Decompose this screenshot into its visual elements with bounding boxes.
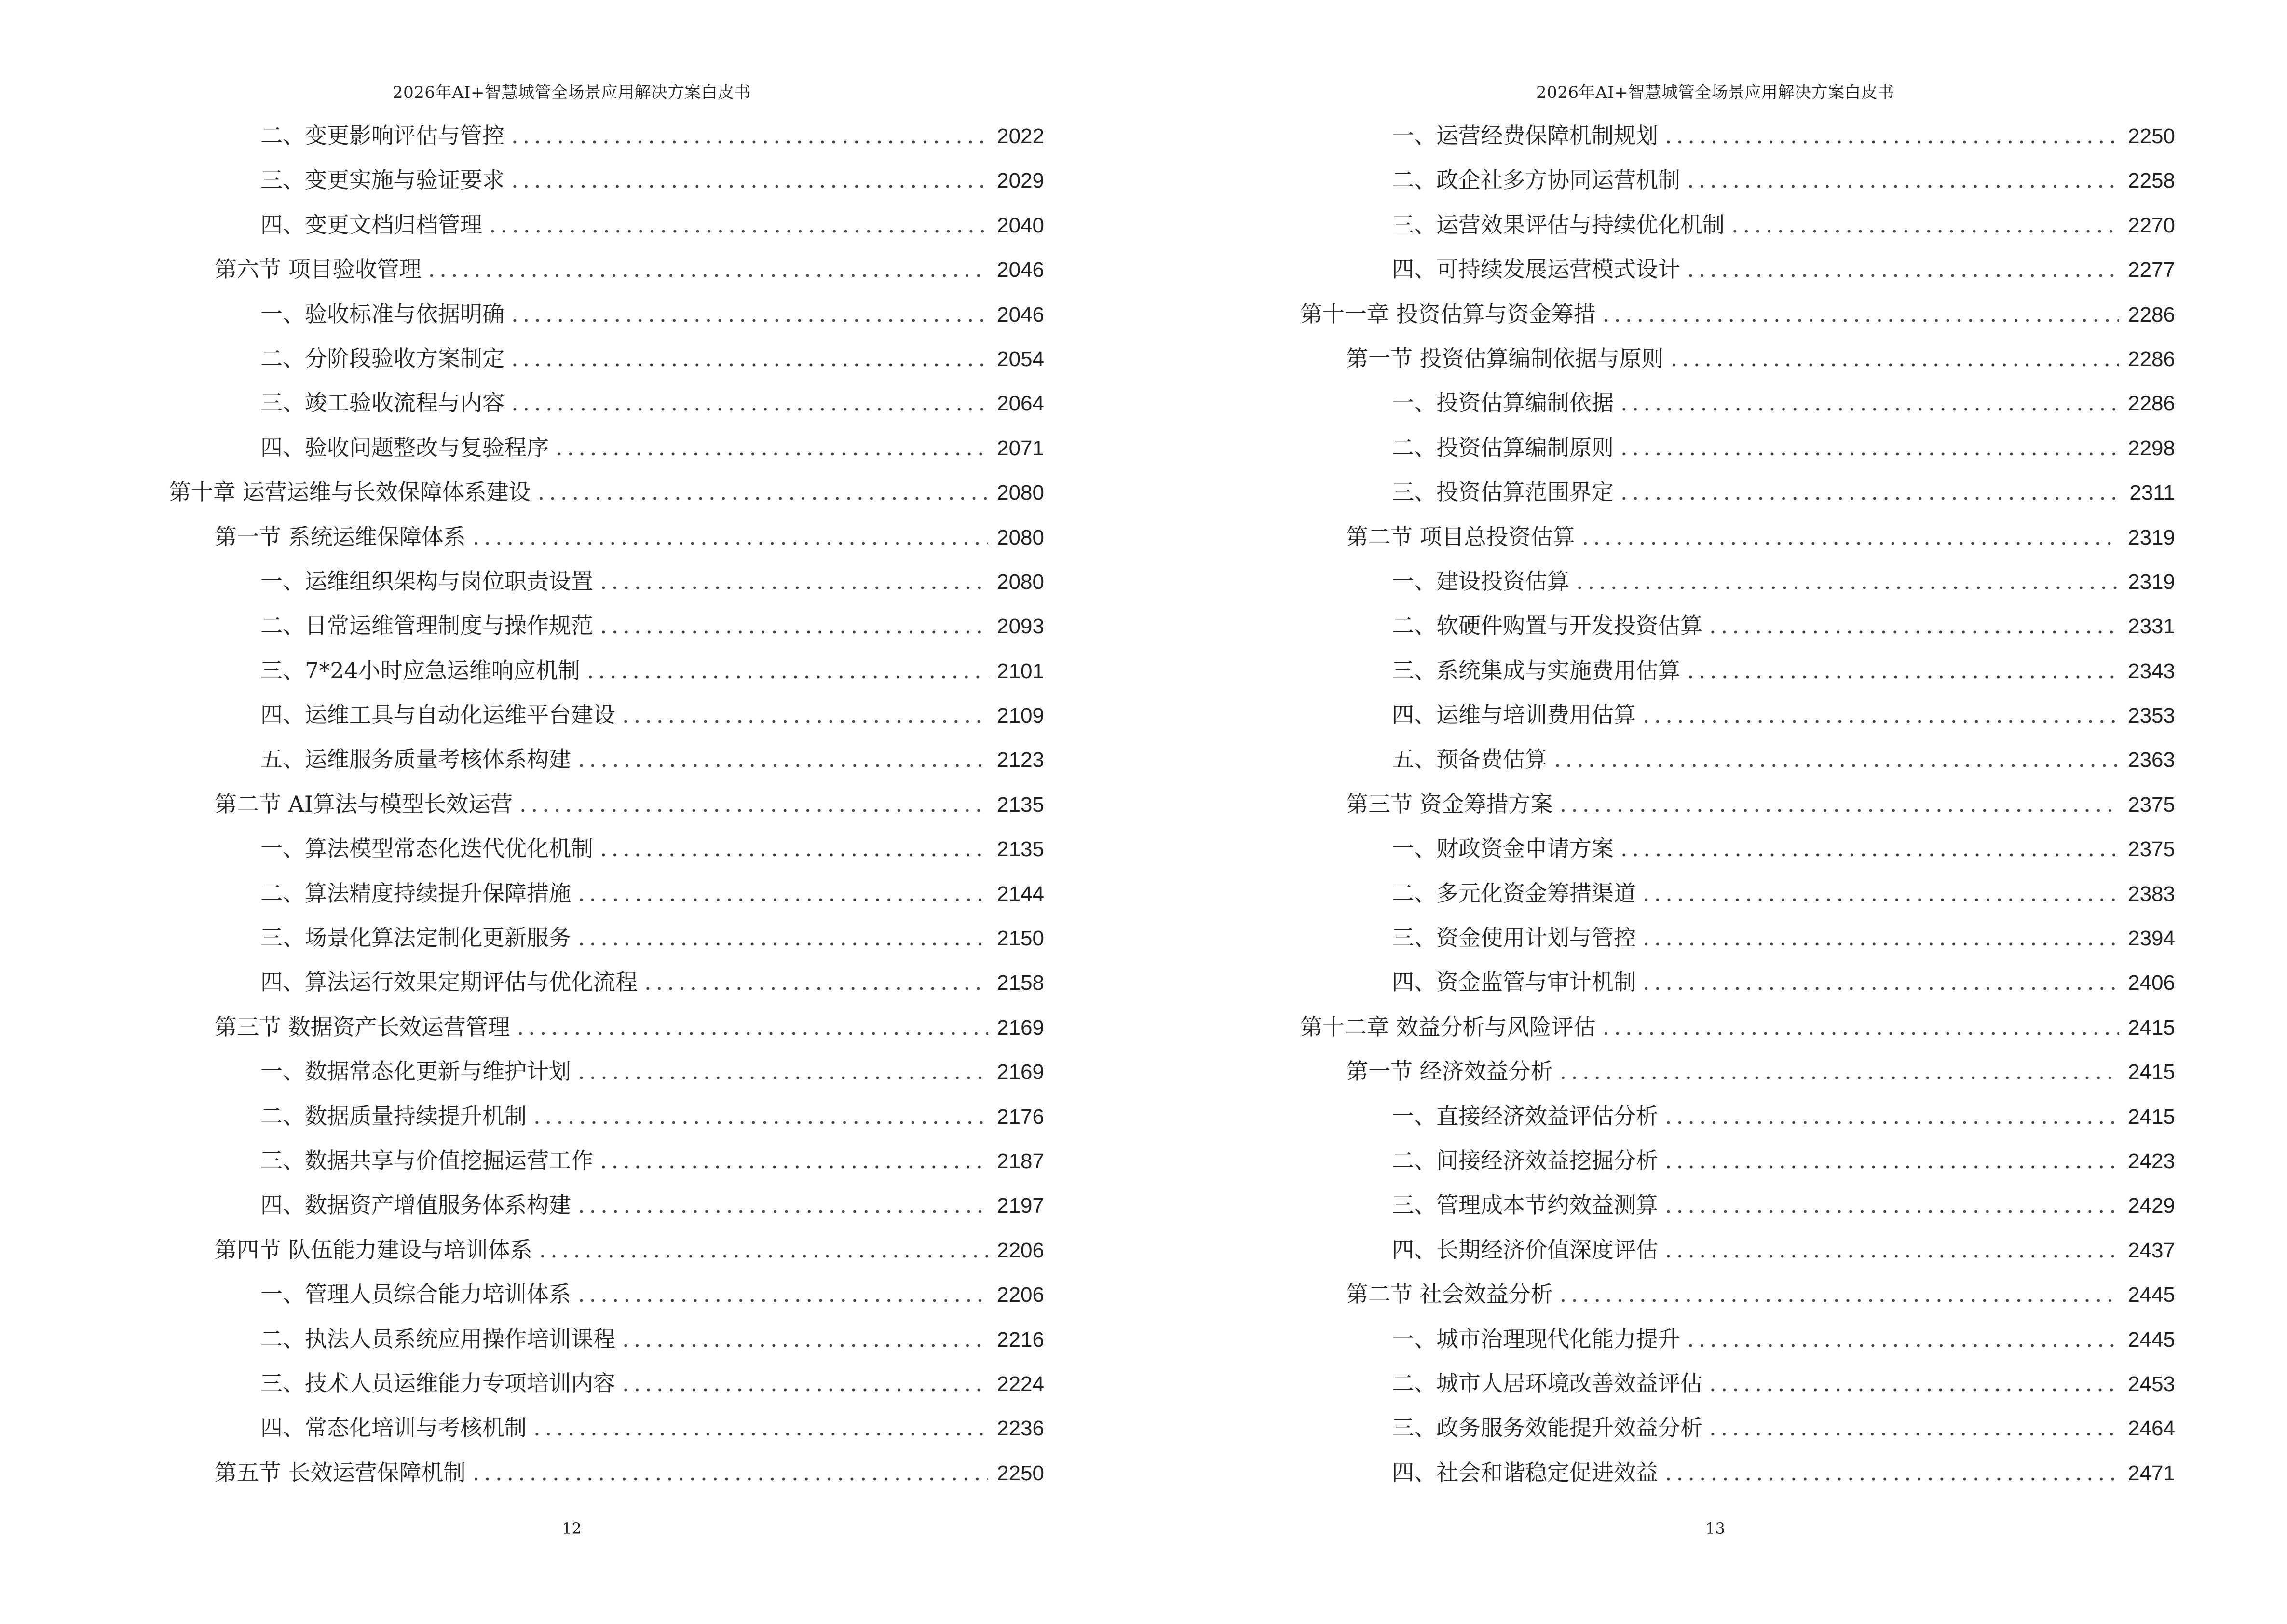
toc-entry-page: 2187 bbox=[997, 1149, 1044, 1173]
toc-entry-page: 2135 bbox=[997, 792, 1044, 817]
dot-leader bbox=[1687, 1326, 2119, 1352]
toc-entry[interactable] bbox=[169, 831, 1044, 875]
dot-leader bbox=[1665, 1147, 2119, 1174]
toc-entry-title: 第二节 社会效益分析 bbox=[1346, 1281, 1553, 1308]
toc-entry-page: 2080 bbox=[997, 570, 1044, 594]
toc-entry[interactable] bbox=[169, 1232, 1044, 1277]
toc-entry-title: 一、投资估算编制依据 bbox=[1392, 390, 1614, 416]
dot-leader bbox=[578, 1192, 988, 1218]
toc-entry-title: 三、场景化算法定制化更新服务 bbox=[260, 925, 571, 951]
toc-entry-page: 2423 bbox=[2128, 1149, 2175, 1173]
dot-leader bbox=[587, 657, 988, 683]
toc-entry-title: 五、运维服务质量考核体系构建 bbox=[260, 746, 571, 773]
toc-entry[interactable] bbox=[1300, 653, 2175, 697]
dot-leader bbox=[1643, 880, 2119, 906]
dot-leader bbox=[1620, 479, 2121, 505]
toc-entry[interactable] bbox=[169, 519, 1044, 564]
toc-entry-page: 2046 bbox=[997, 302, 1044, 327]
dot-leader bbox=[1687, 657, 2119, 683]
toc-entry-title: 二、政企社多方协同运营机制 bbox=[1392, 167, 1680, 193]
toc-entry-title: 三、变更实施与验证要求 bbox=[260, 167, 504, 193]
toc-entry-title: 一、管理人员综合能力培训体系 bbox=[260, 1281, 571, 1308]
toc-entry[interactable] bbox=[169, 742, 1044, 786]
dot-leader bbox=[511, 167, 988, 193]
dot-leader bbox=[517, 1014, 988, 1040]
toc-entry[interactable] bbox=[169, 297, 1044, 341]
toc-entry-title: 四、社会和谐稳定促进效益 bbox=[1392, 1459, 1658, 1486]
toc-entry-page: 2158 bbox=[997, 971, 1044, 995]
toc-entry[interactable] bbox=[1300, 1277, 2175, 1321]
toc-entry-page: 2250 bbox=[2128, 124, 2175, 148]
dot-leader bbox=[622, 702, 988, 728]
toc-entry-title: 四、变更文档归档管理 bbox=[260, 211, 482, 238]
toc-entry-title: 五、预备费估算 bbox=[1392, 746, 1547, 773]
toc-entry-title: 二、变更影响评估与管控 bbox=[260, 123, 504, 149]
toc-entry[interactable] bbox=[169, 1054, 1044, 1098]
toc-entry-title: 三、投资估算范围界定 bbox=[1392, 479, 1614, 505]
toc-entry[interactable] bbox=[169, 207, 1044, 252]
toc-entry-page: 2437 bbox=[2128, 1238, 2175, 1262]
dot-leader bbox=[1643, 969, 2119, 995]
toc-entry-page: 2319 bbox=[2128, 525, 2175, 549]
toc-entry-page: 2298 bbox=[2128, 436, 2175, 460]
dot-leader bbox=[1603, 1014, 2119, 1040]
toc-entry-page: 2197 bbox=[997, 1194, 1044, 1218]
toc-entry-page: 2270 bbox=[2128, 213, 2175, 237]
toc-entry-page: 2445 bbox=[2128, 1327, 2175, 1351]
toc-entry-title: 四、常态化培训与考核机制 bbox=[260, 1415, 527, 1441]
toc-entry-page: 2394 bbox=[2128, 927, 2175, 951]
toc-entry-page: 2169 bbox=[997, 1015, 1044, 1039]
toc-entry-title: 第一节 系统运维保障体系 bbox=[215, 523, 466, 550]
toc-entry[interactable] bbox=[169, 564, 1044, 608]
dot-leader bbox=[489, 212, 988, 238]
dot-leader bbox=[1665, 1460, 2119, 1486]
toc-entry[interactable] bbox=[169, 1410, 1044, 1455]
toc-entry[interactable] bbox=[169, 608, 1044, 653]
toc-entry[interactable] bbox=[169, 385, 1044, 430]
toc-entry[interactable] bbox=[1300, 207, 2175, 252]
toc-entry-page: 2224 bbox=[997, 1372, 1044, 1396]
toc-entry-page: 2445 bbox=[2128, 1283, 2175, 1307]
page-number: 13 bbox=[1705, 1519, 1725, 1538]
toc-entry-page: 2415 bbox=[2128, 1105, 2175, 1129]
toc-entry[interactable] bbox=[1300, 252, 2175, 296]
toc-entry[interactable] bbox=[1300, 385, 2175, 430]
toc-entry-title: 三、7*24小时应急运维响应机制 bbox=[260, 657, 580, 683]
toc-entry-page: 2216 bbox=[997, 1327, 1044, 1351]
toc-entry[interactable] bbox=[1300, 163, 2175, 207]
dot-leader bbox=[600, 1147, 988, 1174]
toc-entry-title: 四、验收问题整改与复验程序 bbox=[260, 434, 549, 461]
dot-leader bbox=[473, 524, 988, 550]
dot-leader bbox=[1603, 301, 2119, 327]
toc-entry-title: 一、数据常态化更新与维护计划 bbox=[260, 1058, 571, 1085]
toc-entry-page: 2406 bbox=[2128, 971, 2175, 995]
toc-entry-title: 三、管理成本节约效益测算 bbox=[1392, 1192, 1658, 1218]
toc-entry-page: 2375 bbox=[2128, 792, 2175, 817]
toc-entry-title: 四、可持续发展运营模式设计 bbox=[1392, 256, 1680, 283]
dot-leader bbox=[473, 1460, 988, 1486]
toc-entry[interactable] bbox=[1300, 876, 2175, 920]
toc-entry[interactable] bbox=[1300, 831, 2175, 875]
toc-entry[interactable] bbox=[169, 965, 1044, 1009]
dot-leader bbox=[533, 1103, 988, 1129]
toc-entry-title: 第十一章 投资估算与资金筹措 bbox=[1300, 300, 1596, 327]
toc-entry-title: 第二节 AI算法与模型长效运营 bbox=[215, 791, 513, 817]
toc-entry-title: 二、分阶段验收方案制定 bbox=[260, 345, 504, 371]
toc-entry[interactable] bbox=[169, 1322, 1044, 1366]
toc-entry[interactable] bbox=[1300, 1187, 2175, 1232]
toc-entry-page: 2415 bbox=[2128, 1060, 2175, 1084]
toc-entry[interactable] bbox=[169, 1455, 1044, 1500]
toc-entry[interactable] bbox=[1300, 697, 2175, 742]
toc-entry[interactable] bbox=[1300, 1322, 2175, 1366]
dot-leader bbox=[1643, 925, 2119, 951]
toc-entry[interactable] bbox=[1300, 341, 2175, 385]
toc-entry-title: 第二节 项目总投资估算 bbox=[1346, 523, 1575, 550]
toc-entry[interactable] bbox=[1300, 1232, 2175, 1277]
toc-entry-title: 一、建设投资估算 bbox=[1392, 568, 1569, 594]
toc-entry[interactable] bbox=[1300, 118, 2175, 163]
dot-leader bbox=[1687, 256, 2119, 282]
dot-leader bbox=[1665, 1192, 2119, 1218]
dot-leader bbox=[578, 880, 988, 906]
toc-entry-title: 三、运营效果评估与持续优化机制 bbox=[1392, 211, 1725, 238]
toc-entry-page: 2319 bbox=[2128, 570, 2175, 594]
toc-entry-page: 2080 bbox=[997, 481, 1044, 505]
toc-entry[interactable] bbox=[1300, 1054, 2175, 1098]
dot-leader bbox=[539, 1237, 988, 1263]
toc-entry[interactable] bbox=[1300, 519, 2175, 564]
toc-entry-title: 四、运维与培训费用估算 bbox=[1392, 702, 1636, 728]
toc-entry[interactable] bbox=[1300, 1455, 2175, 1500]
dot-leader bbox=[578, 1281, 988, 1307]
toc-entry[interactable] bbox=[169, 475, 1044, 519]
toc-entry[interactable] bbox=[169, 920, 1044, 965]
toc-entry-page: 2286 bbox=[2128, 302, 2175, 327]
toc-entry-page: 2415 bbox=[2128, 1015, 2175, 1039]
toc-entry[interactable] bbox=[1300, 1366, 2175, 1410]
toc-entry-title: 一、运维组织架构与岗位职责设置 bbox=[260, 568, 593, 594]
toc-entry[interactable] bbox=[169, 1143, 1044, 1187]
toc-entry-title: 第四节 队伍能力建设与培训体系 bbox=[215, 1236, 532, 1263]
toc-entry-page: 2169 bbox=[997, 1060, 1044, 1084]
toc-entry[interactable] bbox=[169, 1277, 1044, 1321]
toc-entry-title: 第六节 项目验收管理 bbox=[215, 256, 422, 283]
dot-leader bbox=[511, 390, 988, 416]
toc-entry-title: 一、直接经济效益评估分析 bbox=[1392, 1103, 1658, 1129]
dot-leader bbox=[600, 613, 988, 639]
toc-entry-page: 2080 bbox=[997, 525, 1044, 549]
toc-entry-title: 第三节 数据资产长效运营管理 bbox=[215, 1013, 510, 1040]
toc-entry[interactable] bbox=[169, 118, 1044, 163]
toc-entry-page: 2135 bbox=[997, 837, 1044, 861]
toc-entry[interactable] bbox=[1300, 564, 2175, 608]
toc-entry-page: 2464 bbox=[2128, 1417, 2175, 1441]
toc-entry-title: 三、政务服务效能提升效益分析 bbox=[1392, 1415, 1702, 1441]
toc-entry-title: 四、数据资产增值服务体系构建 bbox=[260, 1192, 571, 1218]
dot-leader bbox=[556, 435, 988, 461]
dot-leader bbox=[600, 835, 988, 861]
toc-entry[interactable] bbox=[1300, 965, 2175, 1009]
dot-leader bbox=[1620, 435, 2119, 461]
dot-leader bbox=[511, 301, 988, 327]
dot-leader bbox=[428, 256, 988, 282]
dot-leader bbox=[1560, 1058, 2119, 1084]
toc-entry-page: 2383 bbox=[2128, 882, 2175, 906]
toc-entry-title: 第三节 资金筹措方案 bbox=[1346, 791, 1553, 817]
toc-entry-title: 一、运营经费保障机制规划 bbox=[1392, 123, 1658, 149]
toc-entry-title: 二、执法人员系统应用操作培训课程 bbox=[260, 1325, 615, 1352]
toc-entry-page: 2054 bbox=[997, 347, 1044, 371]
toc-entry-page: 2277 bbox=[2128, 258, 2175, 282]
dot-leader bbox=[622, 1326, 988, 1352]
dot-leader bbox=[1709, 1415, 2119, 1441]
dot-leader bbox=[1643, 702, 2119, 728]
toc-entry-title: 一、验收标准与依据明确 bbox=[260, 300, 504, 327]
dot-leader bbox=[511, 123, 988, 149]
toc-entry-title: 第十二章 效益分析与风险评估 bbox=[1300, 1013, 1596, 1040]
toc-entry-title: 二、多元化资金筹措渠道 bbox=[1392, 880, 1636, 906]
dot-leader bbox=[538, 479, 988, 505]
dot-leader bbox=[533, 1415, 988, 1441]
toc-entry[interactable] bbox=[1300, 1410, 2175, 1455]
toc-entry-page: 2311 bbox=[2129, 481, 2175, 505]
dot-leader bbox=[1620, 835, 2119, 861]
toc-entry-title: 三、数据共享与价值挖掘运营工作 bbox=[260, 1147, 593, 1174]
toc-entry-page: 2236 bbox=[997, 1417, 1044, 1441]
dot-leader bbox=[578, 1058, 988, 1084]
dot-leader bbox=[1665, 123, 2119, 149]
page-header: 2026年AI+智慧城管全场景应用解决方案白皮书 bbox=[393, 83, 751, 102]
toc-entry-page: 2343 bbox=[2128, 659, 2175, 683]
toc-entry[interactable] bbox=[169, 341, 1044, 385]
toc-entry[interactable] bbox=[1300, 1143, 2175, 1187]
page-number: 12 bbox=[562, 1519, 582, 1538]
toc-entry-title: 第一节 投资估算编制依据与原则 bbox=[1346, 345, 1664, 371]
toc-entry[interactable] bbox=[1300, 920, 2175, 965]
toc-entry-page: 2101 bbox=[997, 659, 1044, 683]
toc-entry[interactable] bbox=[169, 252, 1044, 296]
page-header: 2026年AI+智慧城管全场景应用解决方案白皮书 bbox=[1536, 83, 1894, 102]
toc-entry-title: 四、资金监管与审计机制 bbox=[1392, 969, 1636, 996]
toc-entry-page: 2206 bbox=[997, 1283, 1044, 1307]
toc-entry[interactable] bbox=[169, 1187, 1044, 1232]
toc-entry-title: 二、软硬件购置与开发投资估算 bbox=[1392, 613, 1702, 639]
dot-leader bbox=[1709, 613, 2119, 639]
toc-entry-page: 2071 bbox=[997, 436, 1044, 460]
dot-leader bbox=[519, 791, 988, 817]
dot-leader bbox=[1554, 746, 2119, 772]
dot-leader bbox=[644, 969, 988, 995]
toc-entry-page: 2022 bbox=[997, 124, 1044, 148]
dot-leader bbox=[1582, 524, 2119, 550]
toc-entry-title: 二、城市人居环境改善效益评估 bbox=[1392, 1370, 1702, 1396]
dot-leader bbox=[1560, 1281, 2119, 1307]
toc-entry-title: 四、长期经济价值深度评估 bbox=[1392, 1236, 1658, 1263]
toc-entry-title: 三、竣工验收流程与内容 bbox=[260, 390, 504, 416]
toc-entry[interactable] bbox=[1300, 1099, 2175, 1143]
toc-entry[interactable] bbox=[1300, 742, 2175, 786]
toc-entry-page: 2250 bbox=[997, 1461, 1044, 1485]
toc-entry[interactable] bbox=[1300, 430, 2175, 475]
toc-entry-title: 二、间接经济效益挖掘分析 bbox=[1392, 1147, 1658, 1174]
dot-leader bbox=[578, 746, 988, 772]
toc-entry-title: 二、数据质量持续提升机制 bbox=[260, 1103, 527, 1129]
toc-entry[interactable] bbox=[169, 1010, 1044, 1054]
toc-entry[interactable] bbox=[169, 163, 1044, 207]
toc-entry-title: 四、运维工具与自动化运维平台建设 bbox=[260, 702, 615, 728]
toc-entry-title: 二、日常运维管理制度与操作规范 bbox=[260, 613, 593, 639]
toc-entry-page: 2176 bbox=[997, 1105, 1044, 1129]
toc-entry-page: 2286 bbox=[2128, 347, 2175, 371]
toc-entry[interactable] bbox=[169, 876, 1044, 920]
toc-entry-title: 一、财政资金申请方案 bbox=[1392, 835, 1614, 862]
toc-entry[interactable] bbox=[1300, 1010, 2175, 1054]
toc-entry-page: 2453 bbox=[2128, 1372, 2175, 1396]
toc-entry-page: 2150 bbox=[997, 927, 1044, 951]
toc-entry[interactable] bbox=[1300, 608, 2175, 653]
dot-leader bbox=[1620, 390, 2119, 416]
toc-entry-page: 2375 bbox=[2128, 837, 2175, 861]
toc-entry[interactable] bbox=[169, 1366, 1044, 1410]
toc-entry-title: 第一节 经济效益分析 bbox=[1346, 1058, 1553, 1085]
dot-leader bbox=[511, 345, 988, 371]
toc-entry-page: 2093 bbox=[997, 614, 1044, 639]
dot-leader bbox=[1731, 212, 2119, 238]
toc-entry-page: 2286 bbox=[2128, 392, 2175, 416]
dot-leader bbox=[1665, 1103, 2119, 1129]
right-page bbox=[1144, 0, 2287, 1624]
toc-entry-page: 2123 bbox=[997, 748, 1044, 772]
toc-entry[interactable] bbox=[1300, 475, 2175, 519]
toc-entry-page: 2331 bbox=[2128, 614, 2175, 639]
toc-entry-page: 2363 bbox=[2128, 748, 2175, 772]
dot-leader bbox=[1576, 568, 2119, 594]
toc-entry-title: 一、城市治理现代化能力提升 bbox=[1392, 1325, 1680, 1352]
toc-entry[interactable] bbox=[169, 787, 1044, 831]
toc-entry-page: 2064 bbox=[997, 392, 1044, 416]
toc-entry[interactable] bbox=[169, 1099, 1044, 1143]
dot-leader bbox=[600, 568, 988, 594]
dot-leader bbox=[1560, 791, 2119, 817]
toc-entry-title: 一、算法模型常态化迭代优化机制 bbox=[260, 835, 593, 862]
toc-entry-title: 第十章 运营运维与长效保障体系建设 bbox=[169, 479, 531, 505]
toc-entry-title: 二、算法精度持续提升保障措施 bbox=[260, 880, 571, 906]
table-of-contents bbox=[1300, 118, 2175, 1500]
toc-entry-title: 三、资金使用计划与管控 bbox=[1392, 925, 1636, 951]
dot-leader bbox=[1687, 167, 2119, 193]
toc-entry-page: 2429 bbox=[2128, 1194, 2175, 1218]
toc-entry-title: 第五节 长效运营保障机制 bbox=[215, 1459, 466, 1486]
dot-leader bbox=[1671, 345, 2119, 371]
toc-entry-page: 2040 bbox=[997, 213, 1044, 237]
dot-leader bbox=[1709, 1370, 2119, 1396]
dot-leader bbox=[578, 925, 988, 951]
toc-entry-page: 2471 bbox=[2128, 1461, 2175, 1485]
toc-entry-page: 2353 bbox=[2128, 704, 2175, 728]
toc-entry[interactable] bbox=[1300, 787, 2175, 831]
toc-entry-page: 2206 bbox=[997, 1238, 1044, 1262]
dot-leader bbox=[1665, 1237, 2119, 1263]
toc-entry-page: 2029 bbox=[997, 169, 1044, 193]
toc-entry-page: 2258 bbox=[2128, 169, 2175, 193]
table-of-contents bbox=[169, 118, 1044, 1500]
toc-entry[interactable] bbox=[169, 430, 1044, 475]
toc-entry-title: 三、技术人员运维能力专项培训内容 bbox=[260, 1370, 615, 1396]
toc-entry-title: 二、投资估算编制原则 bbox=[1392, 434, 1614, 461]
toc-entry[interactable] bbox=[169, 697, 1044, 742]
toc-entry[interactable] bbox=[169, 653, 1044, 697]
toc-entry-page: 2046 bbox=[997, 258, 1044, 282]
toc-entry-page: 2109 bbox=[997, 704, 1044, 728]
toc-entry-page: 2144 bbox=[997, 882, 1044, 906]
toc-entry-title: 四、算法运行效果定期评估与优化流程 bbox=[260, 969, 638, 996]
toc-entry-title: 三、系统集成与实施费用估算 bbox=[1392, 657, 1680, 683]
toc-entry[interactable] bbox=[1300, 297, 2175, 341]
dot-leader bbox=[622, 1370, 988, 1396]
